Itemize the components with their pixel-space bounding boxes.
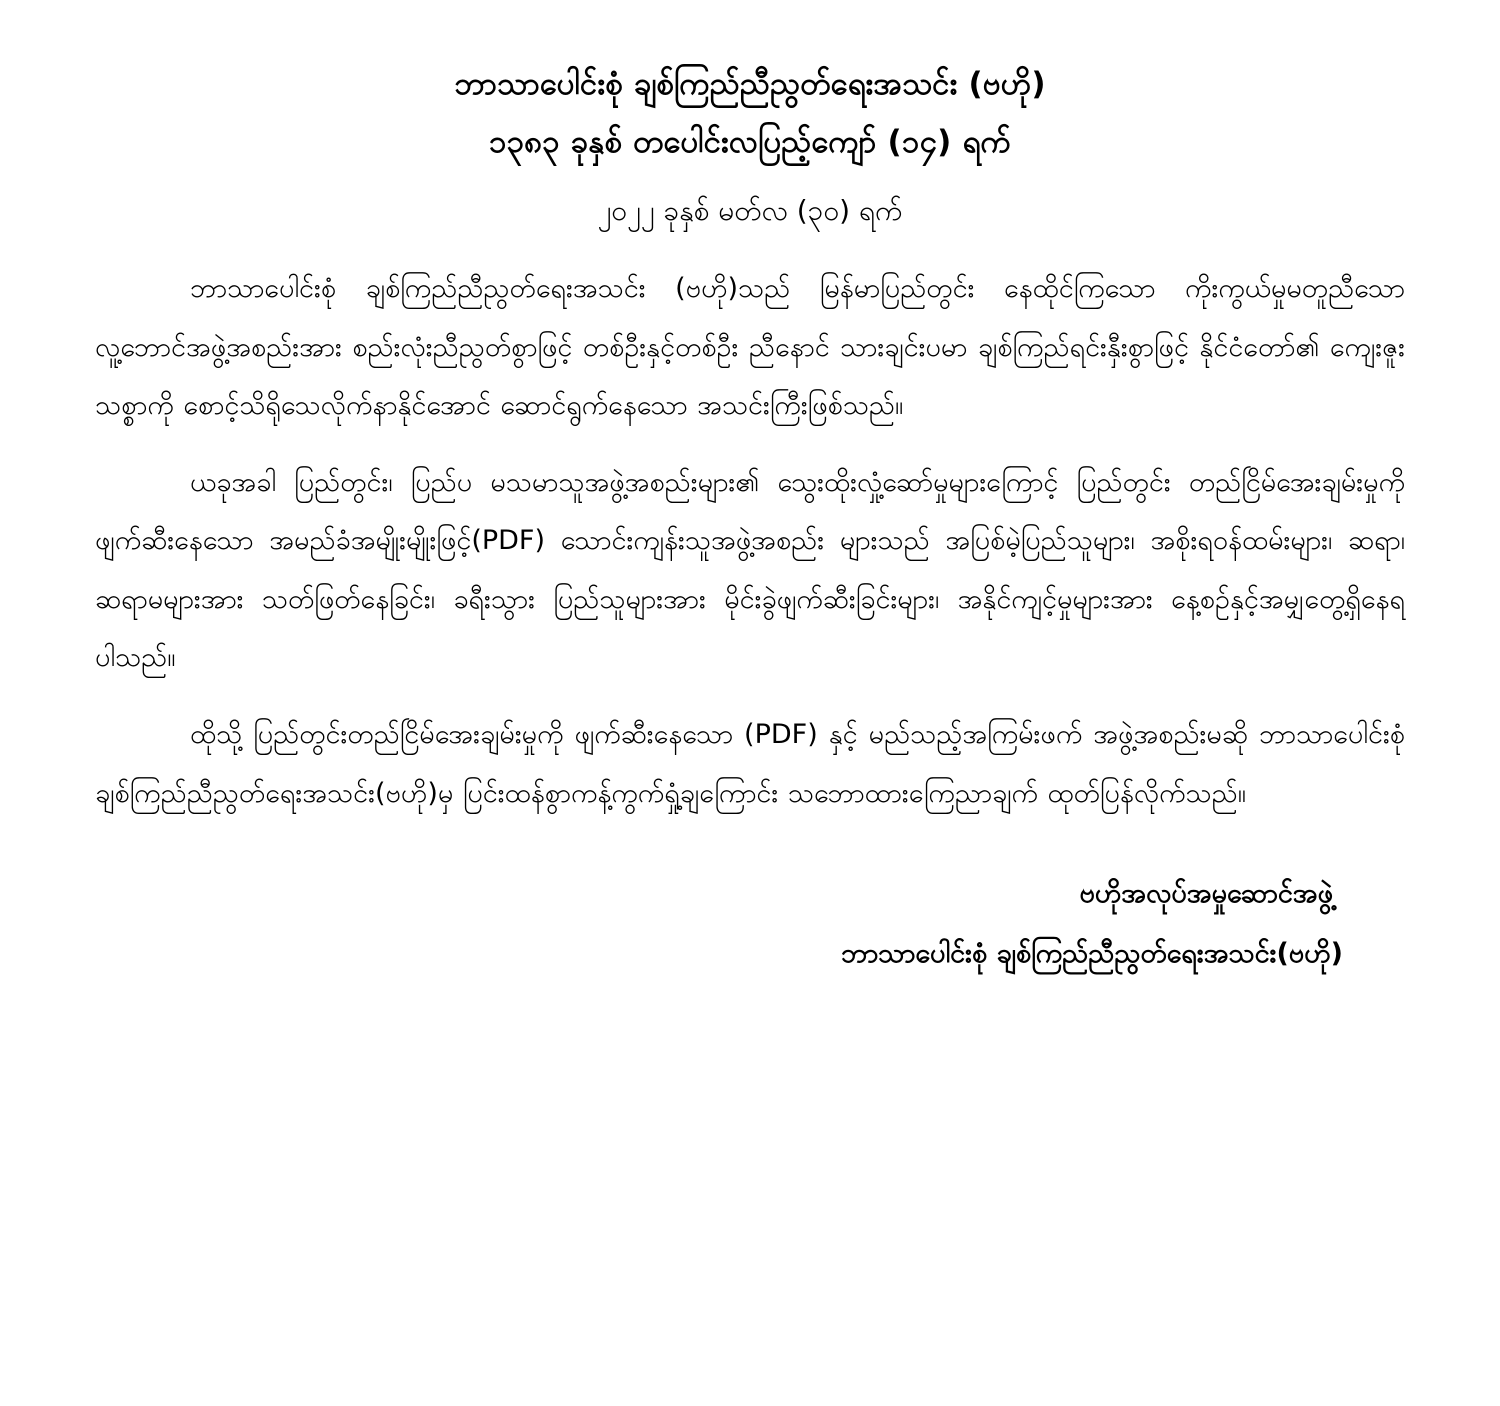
paragraph-2: ယခုအခါ ပြည်တွင်း၊ ပြည်ပ မသမာသူအဖွဲ့အစည်းများ၏ သွေးထိုးလှုံ့ဆော်မှုများကြောင့် ပြည်တွင်း တည်ငြိမ်အေးချမ်းမှုကို ဖျက်ဆီးနေသော အမည်ခံအမျိုးမျိုးဖြင့်(PDF) သောင်းကျန်းသူအဖွဲ့အစည်း များသည် အပြစ်မဲ့ပြည်သူများ၊ အစိုးရဝန်ထမ်းများ၊ ဆရာ၊ ဆရာမများအား သတ်ဖြတ်နေခြင်း၊ ခရီးသွား ပြည်သူများအား မိုင်းခွဲဖျက်ဆီးခြင်းများ၊ အနိုင်ကျင့်မှုများအား နေ့စဉ်နှင့်အမျှတွေ့ရှိနေရပါသည်။ <box>95 466 1405 674</box>
document-header <box>95 60 1405 167</box>
signature-block <box>95 867 1405 981</box>
organization-title: ဘာသာပေါင်းစုံ ချစ်ကြည်ညီညွတ်ရေးအသင်း (ဗဟို) <box>454 66 1046 102</box>
paragraph-3: ထိုသို့ ပြည်တွင်းတည်ငြိမ်အေးချမ်းမှုကို ဖျက်ဆီးနေသော (PDF) နှင့် မည်သည့်အကြမ်းဖက် အဖွဲ့အစည်းမဆို ဘာသာပေါင်းစုံချစ်ကြည်ညီညွတ်ရေးအသင်း(ဗဟို)မှ ပြင်းထန်စွာကန့်ကွက်ရှုံ့ချကြောင်း သဘောထားကြေညာချက် ထုတ်ပြန်လိုက်သည်။ <box>95 719 1405 809</box>
gregorian-date: ၂၀၂၂ ခုနှစ် မတ်လ (၃၀) ရက် <box>597 194 903 228</box>
burmese-date-title: ၁၃၈၃ ခုနှစ် တပေါင်းလပြည့်ကျော် (၁၄) ရက် <box>488 123 1012 160</box>
signature-organization: ဘာသာပေါင်းစုံ ချစ်ကြည်ညီညွတ်ရေးအသင်း(ဗဟို) <box>841 938 1343 970</box>
signature-committee: ဗဟိုအလုပ်အမှုဆောင်အဖွဲ့ <box>1079 878 1333 910</box>
paragraph-1: ဘာသာပေါင်းစုံ ချစ်ကြည်ညီညွတ်ရေးအသင်း (ဗဟို)သည် မြန်မာပြည်တွင်း နေထိုင်ကြသော ကိုးကွယ်မှုမတူညီသော လူ့ဘောင်အဖွဲ့အစည်းအား စည်းလုံးညီညွတ်စွာဖြင့် တစ်ဦးနှင့်တစ်ဦး ညီနောင် သားချင်းပမာ ချစ်ကြည်ရင်းနှီးစွာဖြင့် နိုင်ငံတော်၏ ကျေးဇူးသစ္စာကို စောင့်သိရိုသေလိုက်နာနိုင်အောင် ဆောင်ရွက်နေသော အသင်းကြီးဖြစ်သည်။ <box>95 272 1405 422</box>
